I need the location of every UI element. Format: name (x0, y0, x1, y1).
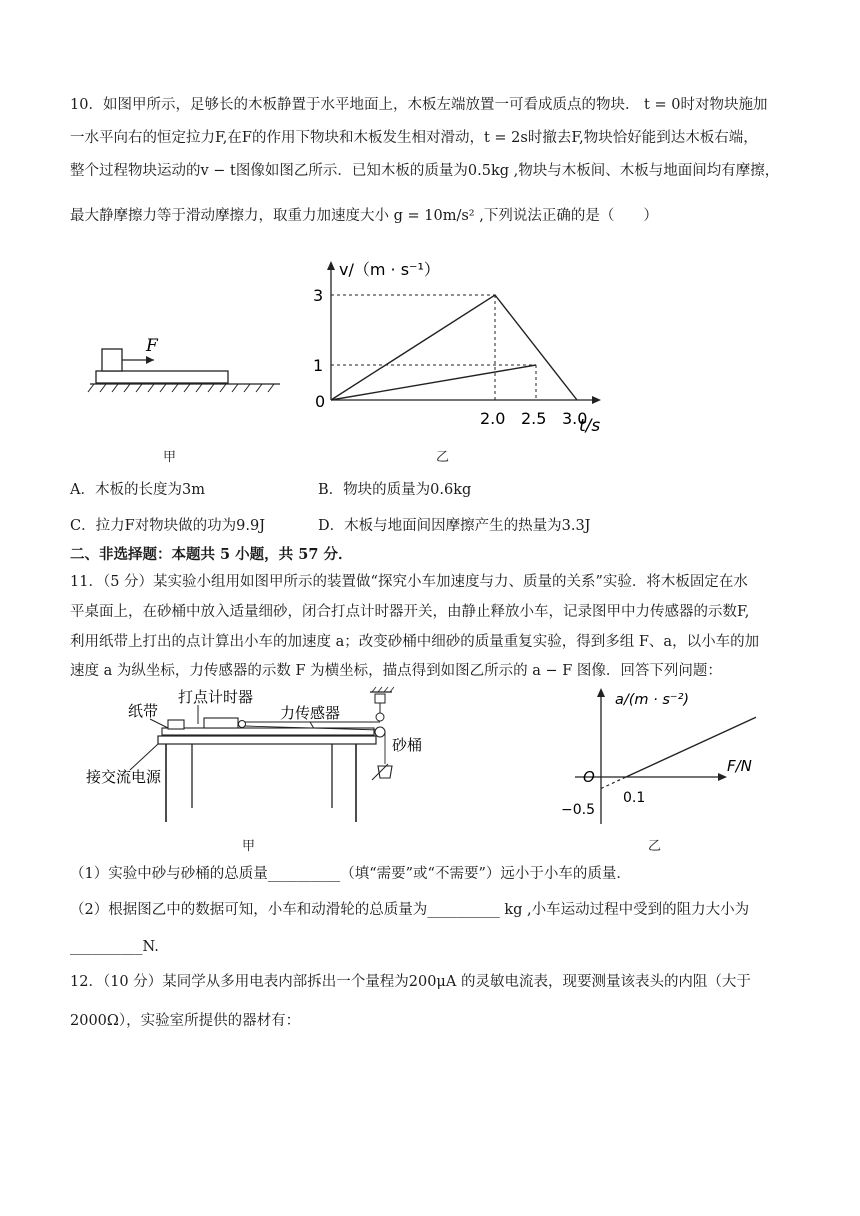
origin-label: 0 (315, 392, 326, 411)
q11-line2: 平桌面上，在砂桶中放入适量细砂，闭合打点计时器开关，由静止释放小车，记录图甲中力传感器的示数F, (70, 604, 750, 620)
q10-line3: 整个过程物块运动的v − t图像如图乙所示．已知木板的质量为0.5kg ,物块与木板间、木板与地面间均有摩擦， (70, 163, 780, 179)
cart (204, 718, 238, 728)
q11-af-chart (555, 682, 790, 827)
x-tick-label: 3.0 (562, 409, 588, 428)
x-intercept-label: 0.1 (623, 790, 646, 806)
x-axis-label: F/N (727, 757, 752, 775)
q10-line2: 一水平向右的恒定拉力F,在F的作用下物块和木板发生相对滑动，t = 2s时撤去F,物块恰好能到达木板右端， (70, 130, 758, 146)
timer-label: 打点计时器 (178, 688, 254, 706)
q10-caption-jia: 甲 (163, 450, 177, 465)
q10-figure-jia (80, 325, 290, 405)
timer (168, 720, 184, 729)
q11-caption-jia: 甲 (242, 839, 256, 854)
q11-line4: 速度 a 为纵坐标，力传感器的示数 F 为横坐标，描点得到如图乙所示的 a − F 图像．回答下列问题： (70, 663, 722, 679)
x-tick-label: 2.5 (521, 409, 547, 428)
series-line-board (331, 365, 536, 400)
q10-line4: 最大静摩擦力等于滑动摩擦力，取重力加速度大小 g = 10m/s² ,下列说法正确的是（ ） (70, 208, 658, 224)
q10-option-b: B．物块的质量为0.6kg (318, 482, 472, 498)
table-top (158, 736, 376, 744)
force-label: F (146, 336, 158, 356)
q10-line1: 10．如图甲所示，足够长的木板静置于水平地面上，木板左端放置一可看成质点的物块． t = 0时对物块施加 (70, 97, 768, 113)
bucket-label: 砂桶 (392, 736, 423, 754)
q10-option-a: A．木板的长度为3m (70, 482, 205, 498)
y-tick-label: 1 (313, 356, 324, 375)
origin-label: O (583, 768, 595, 786)
q11-sub2-cont: __________N. (70, 939, 159, 955)
q10-option-d: D．木板与地面间因摩擦产生的热量为3.3J (318, 518, 591, 534)
q10-option-c: C．拉力F对物块做的功为9.9J (70, 518, 266, 534)
board (96, 371, 228, 383)
dashed-extrapolation (601, 777, 626, 789)
q11-line3: 利用纸带上打出的点计算出小车的加速度 a；改变砂桶中细砂的质量重复实验，得到多组 F、a，以小车的加 (70, 634, 760, 650)
sensor-label: 力传感器 (280, 704, 341, 722)
block (102, 349, 122, 371)
q10-caption-yi: 乙 (436, 450, 450, 465)
q10-vt-chart (305, 255, 620, 440)
q11-caption-yi: 乙 (648, 839, 662, 854)
y-tick-label: 3 (313, 286, 324, 305)
power-label: 接交流电源 (86, 768, 162, 786)
y-intercept-label: −0.5 (561, 802, 595, 818)
q12-line2: 2000Ω），实验室所提供的器材有： (70, 1013, 301, 1029)
section-heading: 二、非选择题：本题共 5 小题，共 57 分． (70, 546, 353, 563)
tape-label: 纸带 (128, 702, 159, 720)
y-axis-label: a/(m · s⁻²) (615, 692, 690, 708)
x-axis-label: t/s (579, 416, 601, 436)
q11-apparatus-figure (80, 684, 423, 829)
q11-sub2: （2）根据图乙中的数据可知，小车和动滑轮的总质量为__________ kg ,小车运动过程中受到的阻力大小为 (70, 902, 750, 918)
y-axis-label: v/（m · s⁻¹） (339, 260, 440, 279)
q11-line1: 11．（5 分）某实验小组用如图甲所示的装置做“探究小车加速度与力、质量的关系”实验．将木板固定在水 (70, 574, 748, 590)
series-line-block (331, 295, 577, 400)
q11-sub1: （1）实验中砂与砂桶的总质量__________（填“需要”或“不需要”）远小于小车的质量． (70, 866, 631, 882)
q12-line1: 12．（10 分）某同学从多用电表内部拆出一个量程为200μA 的灵敏电流表，现要测量该表头的内阻（大于 (70, 974, 751, 990)
x-tick-label: 2.0 (480, 409, 506, 428)
